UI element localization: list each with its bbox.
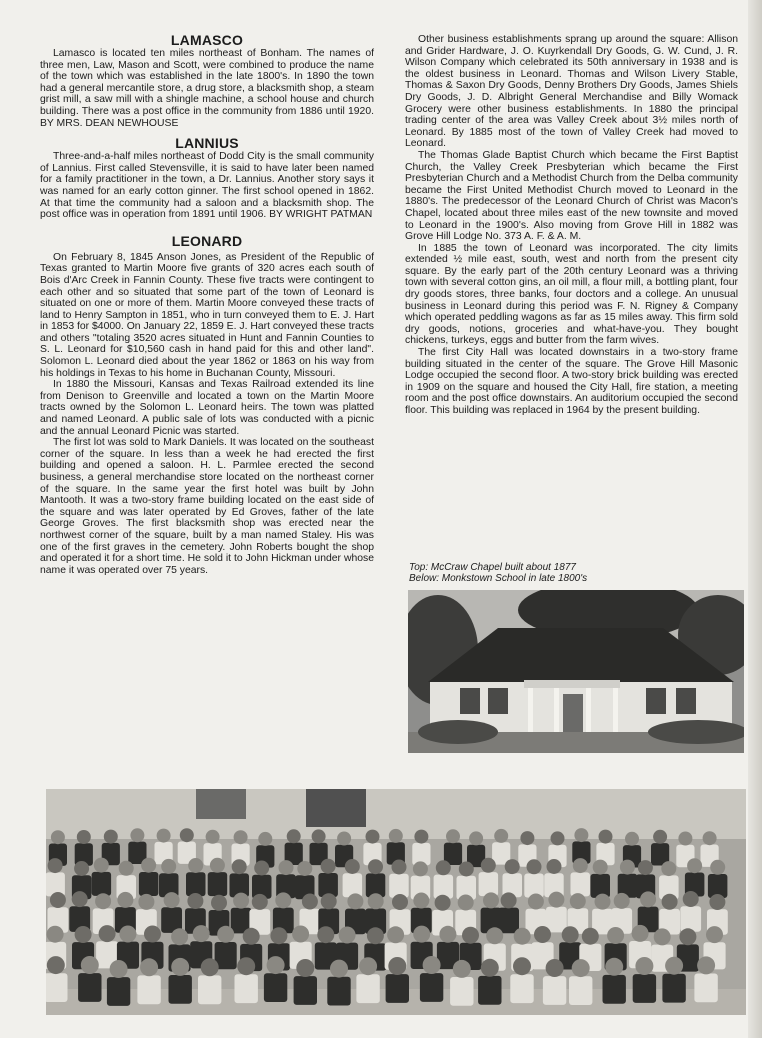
leonard-paragraph-1: On February 8, 1845 Anson Jones, as President of the Republic of Texas granted to Martin Moore five grants of 320 acres each south of Bois d'Arc Creek in Fannin County. These five tracts were contingent to each other and so situated that some part of the town of Leonard is situated on one or more of them. Martin Moore conveyed these tracts of land to Henry Sampton in 1851, who in turn conveyed them to E. J. Hart in 1853 for $4000. On January 22, 1859 E. J. Hart conveyed these tracts and others "totaling 3520 acres situated in Hunt and Fannin Counties to S. L. Leonard for $10,560 cash in hand paid for this and other land". Solomon L. Leonard died about the year 1862 or 1863 on his way from his holdings in Texas to his home in Buchanan County, Missouri. bbox=[40, 251, 374, 379]
photo-figure-head bbox=[593, 860, 608, 875]
photo-figure-head bbox=[367, 927, 384, 944]
photo-figure-head bbox=[287, 829, 301, 843]
photo-figure-body bbox=[327, 977, 350, 1006]
photo-figure-head bbox=[640, 891, 656, 907]
photo-figure-head bbox=[387, 926, 404, 943]
photo-figure-head bbox=[359, 957, 377, 975]
photo-figure-head bbox=[710, 860, 725, 875]
photo-figure-head bbox=[232, 859, 247, 874]
photo-figure-head bbox=[388, 957, 406, 975]
photo-caption bbox=[409, 562, 739, 584]
photo-figure-head bbox=[117, 892, 133, 908]
photo-figure-head bbox=[130, 828, 144, 842]
photo-figure-head bbox=[104, 830, 118, 844]
photo-figure-head bbox=[312, 829, 326, 843]
photo-figure-head bbox=[164, 892, 180, 908]
photo-figure-head bbox=[217, 926, 234, 943]
photo-figure-head bbox=[446, 829, 460, 843]
leonard-continued-paragraph-2: The Thomas Glade Baptist Church which became the First Baptist Church, the Valley Creek Presbyterian which became the First Presbyterian Church and a Methodist Church from the Delba community became the First United Methodist Church moved to Leonard in the 1880's. The predecessor of the Leonard Church of Christ was Macon's Chapel, located about three miles east of the new townsite and moved to Leonard in the 1900's. Also moving from Grove Hill in 1882 was Grove Hill Lodge No. 373 A. F. & A. M. bbox=[405, 149, 738, 243]
photo-figure-body bbox=[478, 976, 501, 1005]
photo-figure-head bbox=[439, 926, 456, 943]
photo-figure-head bbox=[481, 959, 499, 977]
photo-figure-head bbox=[607, 927, 624, 944]
photo-figure-head bbox=[546, 959, 564, 977]
leonard-continued-paragraph-4: The first City Hall was located downstairs in a two-story frame building situated in the center of the square. The Grove Hill Masonic Lodge occupied the second floor. A two-story brick building was erected in 1909 on the square and housed the City Hall, fire station, a meeting room and the post office downstairs. An auditorium occupied the second floor. This building was replaced in 1964 by the present building. bbox=[405, 347, 738, 416]
photo-figure-body bbox=[633, 974, 656, 1003]
photo-figure-head bbox=[605, 958, 623, 976]
photo-figure-head bbox=[483, 892, 499, 908]
photo-figure-head bbox=[201, 958, 219, 976]
leonard-title: LEONARD bbox=[171, 232, 243, 249]
photo-figure-head bbox=[462, 927, 479, 944]
school-group-photo bbox=[46, 789, 746, 1015]
photo-figure-head bbox=[321, 859, 336, 874]
photo-figure-head bbox=[703, 831, 717, 845]
photo-figure-head bbox=[413, 861, 428, 876]
photo-figure-head bbox=[486, 927, 503, 944]
photo-figure-head bbox=[494, 829, 508, 843]
photo-figure-head bbox=[469, 831, 483, 845]
photo-figure-body bbox=[137, 975, 160, 1004]
photo-figure-head bbox=[187, 893, 203, 909]
photo-figure-head bbox=[258, 832, 272, 846]
photo-figure-head bbox=[413, 926, 430, 943]
photo-figure-head bbox=[505, 859, 520, 874]
photo-figure-head bbox=[171, 958, 189, 976]
photo-figure-body bbox=[543, 976, 566, 1005]
photo-figure-head bbox=[254, 861, 269, 876]
photo-figure-head bbox=[119, 861, 134, 876]
photo-figure-head bbox=[528, 894, 544, 910]
photo-figure-head bbox=[683, 891, 699, 907]
photo-figure-head bbox=[678, 832, 692, 846]
lannius-title: LANNIUS bbox=[175, 135, 239, 152]
photo-figure-head bbox=[275, 892, 291, 908]
photo-figure-head bbox=[161, 859, 176, 874]
photo-figure-head bbox=[296, 959, 314, 977]
photo-figure-head bbox=[697, 956, 715, 974]
photo-figure-head bbox=[595, 894, 611, 910]
right-column bbox=[405, 34, 738, 417]
photo-figure-head bbox=[237, 957, 255, 975]
photo-figure-head bbox=[48, 858, 63, 873]
photo-figure-body bbox=[139, 872, 159, 896]
photo-figure-head bbox=[321, 893, 337, 909]
photo-figure-head bbox=[99, 925, 116, 942]
photo-figure-head bbox=[75, 926, 92, 943]
photo-figure-head bbox=[210, 858, 225, 873]
photo-figure-head bbox=[302, 894, 318, 910]
photo-figure-head bbox=[330, 960, 348, 978]
photo-figure-head bbox=[95, 893, 111, 909]
photo-figure-body bbox=[571, 872, 591, 896]
photo-figure-head bbox=[368, 859, 383, 874]
photo-figure-head bbox=[459, 862, 474, 877]
photo-figure-head bbox=[211, 895, 227, 911]
photo-figure-head bbox=[562, 926, 579, 943]
photo-figure-head bbox=[572, 959, 590, 977]
photo-figure-body bbox=[569, 976, 592, 1005]
photo-figure-head bbox=[687, 858, 702, 873]
photo-figure-head bbox=[141, 858, 156, 873]
photo-figure-head bbox=[679, 928, 696, 945]
photo-figure-body bbox=[169, 975, 192, 1004]
photo-figure-head bbox=[625, 832, 639, 846]
photo-figure-head bbox=[47, 956, 65, 974]
leonard-paragraph-2: In 1880 the Missouri, Kansas and Texas Railroad extended its line from Denison to Greenville and located a town on the Martin Moore tracts owned by the Solomon L. Leonard heirs. The town was platted and named Leonard. A public sale of lots was conducted with a picnic and the annual Leonard Picnic was started. bbox=[40, 379, 374, 437]
photo-figure-body bbox=[198, 975, 221, 1004]
photo-figure-body bbox=[420, 973, 443, 1002]
photo-figure-head bbox=[414, 830, 428, 844]
photo-figure-head bbox=[709, 894, 725, 910]
photo-figure-head bbox=[206, 830, 220, 844]
photo-figure-head bbox=[389, 829, 403, 843]
photo-figure-head bbox=[94, 858, 109, 873]
photo-figure-head bbox=[252, 894, 268, 910]
photo-figure-body bbox=[78, 973, 101, 1002]
photo-figure-head bbox=[270, 927, 287, 944]
photo-figure-head bbox=[661, 861, 676, 876]
photo-figure-body bbox=[498, 908, 519, 934]
photo-figure-head bbox=[72, 891, 88, 907]
school-group-photo-image bbox=[46, 789, 746, 1015]
photo-figure-head bbox=[50, 892, 66, 908]
photo-figure-head bbox=[481, 858, 496, 873]
photo-figure-body bbox=[107, 977, 130, 1006]
photo-figure-head bbox=[436, 860, 451, 875]
photo-figure-head bbox=[392, 860, 407, 875]
lamasco-paragraph: Lamasco is located ten miles northeast of Bonham. The names of three men, Law, Mason and Scott, were combined to produce the name of the town which was established in the late 1800's. In 1890 the town had a general mercantile store, a drug store, a blacksmith shop, a steam grist mill, a saw mill with a shingle machine, a school house and church building. There was a post office in the community from 1886 until 1920. BY MRS. DEAN NEWHOUSE bbox=[40, 48, 374, 129]
photo-figure-head bbox=[665, 957, 683, 975]
photo-figure-head bbox=[534, 926, 551, 943]
photo-figure-head bbox=[620, 860, 635, 875]
photo-figure-head bbox=[171, 928, 188, 945]
photo-figure-body bbox=[479, 872, 499, 896]
photo-figure-head bbox=[337, 832, 351, 846]
photo-figure-head bbox=[435, 895, 451, 911]
photo-figure-head bbox=[243, 928, 260, 945]
leonard-continued-paragraph-3: In 1885 the town of Leonard was incorporated. The city limits extended ½ mile east, south, west and north from the present city square. By the early part of the 20th century Leonard was a thriving town with several cotton gins, an oil mill, a flour mill, a bottling plant, four dry goods stores, three banks, four doctors and a college. An unusual business in Leonard during this period was F. N. Rigney & Company which operated peddling wagons as far as 15 miles away. This firm sold dry goods, notions, groceries and what-have-you. They bought chickens, turkeys, eggs and butter from the farm wives. bbox=[405, 242, 738, 347]
photo-figure-head bbox=[513, 957, 531, 975]
photo-figure-head bbox=[413, 893, 429, 909]
photo-figure-head bbox=[345, 859, 360, 874]
leonard-paragraph-3: The first lot was sold to Mark Daniels. It was located on the southeast corner of the square. In less than a week he had erected the first building and opened a saloon. H. L. Parmlee erected the second business, a general merchandise store located on the northeast corner of the square. In the same year the first hotel was built by John Mantooth. It was a two-story frame building located on the east side of the square and was later operated by Ed Groves, father of the late George Groves. The first blacksmith shop was erected near the northwest corner of the square, built by a man named Staley. His was one of the first graves in the cemetery. John Roberts bought the shop and operated it for a short time. He sold it to John Hickman under whose name it was operated over 75 years. bbox=[40, 437, 374, 576]
photo-figure-head bbox=[458, 895, 474, 911]
photo-figure-head bbox=[297, 861, 312, 876]
photo-figure-body bbox=[546, 907, 567, 933]
photo-figure-head bbox=[188, 858, 203, 873]
photo-figure-head bbox=[193, 925, 210, 942]
photo-figure-head bbox=[392, 894, 408, 910]
photo-figure-head bbox=[180, 828, 194, 842]
photo-figure-body bbox=[356, 974, 379, 1003]
photo-figure-body bbox=[186, 872, 206, 896]
photo-figure-body bbox=[603, 975, 626, 1004]
leonard-continued-paragraph-1: Other business establishments sprang up around the square: Allison and Grider Hardware, J. O. Kuyrkendall Dry Goods, G. W. Cund, J. R. Wilson Company which celebrated its 50th anniversary in 1938 and is the oldest business in Leonard. Thomas and Wilson Livery Stable, Thomas & Saxon Dry Goods, Denny Brothers Dry Goods, James Shiels Dry Goods, J. D. Albright General Merchandise and Billy Womack Grocery were other business establishments. In 1880 the principal trading center of the area was Valley Creek about 3½ miles north of Leonard. By 1885 most of the town of Valley Creek had moved to Leonard. bbox=[405, 34, 738, 150]
photo-figure-head bbox=[233, 893, 249, 909]
photo-figure-body bbox=[680, 906, 701, 932]
photo-figure-head bbox=[582, 928, 599, 945]
photo-figure-head bbox=[638, 860, 653, 875]
photo-figure-head bbox=[138, 894, 154, 910]
photo-figure-body bbox=[343, 873, 363, 897]
photo-figure-head bbox=[234, 830, 248, 844]
photo-figure-body bbox=[264, 973, 287, 1002]
photo-figure-head bbox=[514, 928, 531, 945]
photo-figure-body bbox=[450, 977, 473, 1006]
photo-figure-head bbox=[574, 828, 588, 842]
photo-figure-body bbox=[662, 974, 685, 1003]
photo-figure-body bbox=[92, 872, 112, 896]
photo-figure-head bbox=[520, 831, 534, 845]
photo-figure-body bbox=[510, 974, 533, 1003]
photo-figure-head bbox=[119, 926, 136, 943]
photo-figure-head bbox=[317, 926, 334, 943]
photo-figure-head bbox=[81, 956, 99, 974]
page-edge bbox=[748, 0, 762, 1038]
photo-figure-head bbox=[292, 926, 309, 943]
photo-figure-head bbox=[74, 861, 89, 876]
photo-figure-head bbox=[110, 960, 128, 978]
photo-figure-head bbox=[614, 893, 630, 909]
photo-figure-head bbox=[632, 925, 649, 942]
photo-figure-head bbox=[77, 830, 91, 844]
photo-figure-head bbox=[547, 859, 562, 874]
photo-figure-head bbox=[366, 830, 380, 844]
photo-figure-head bbox=[635, 957, 653, 975]
lannius-paragraph: Three-and-a-half miles northeast of Dodd City is the small community of Lannius. First called Stevensville, it is said to have later been named for a family practitioner in the town, a Dr. Lannius. Another story says it was named for an early cotton ginner. The first school opened in 1862. At that time the community had a saloon and a blacksmith shop. The post office was in operation from 1891 until 1906. BY WRIGHT PATMAN bbox=[40, 151, 374, 221]
chapel-photo bbox=[408, 590, 744, 753]
caption-top: Top: McCraw Chapel built about 1877 bbox=[409, 562, 576, 573]
photo-figure-head bbox=[267, 956, 285, 974]
photo-figure-head bbox=[706, 926, 723, 943]
photo-figure-head bbox=[279, 860, 294, 875]
photo-figure-head bbox=[599, 830, 613, 844]
photo-figure-head bbox=[51, 830, 65, 844]
photo-figure-body bbox=[386, 974, 409, 1003]
photo-figure-head bbox=[551, 831, 565, 845]
photo-figure-head bbox=[423, 956, 441, 974]
lamasco-title: LAMASCO bbox=[170, 32, 244, 48]
photo-figure-head bbox=[548, 892, 564, 908]
photo-figure-head bbox=[47, 926, 64, 943]
photo-figure-head bbox=[654, 928, 671, 945]
photo-figure-head bbox=[570, 893, 586, 909]
photo-figure-body bbox=[235, 974, 258, 1003]
photo-figure-head bbox=[347, 893, 363, 909]
photo-figure-head bbox=[573, 858, 588, 873]
photo-figure-body bbox=[294, 976, 317, 1005]
photo-figure-head bbox=[157, 829, 171, 843]
photo-figure-head bbox=[140, 958, 158, 976]
photo-figure-head bbox=[662, 894, 678, 910]
photo-figure-head bbox=[368, 893, 384, 909]
chapel-photo-image bbox=[408, 590, 744, 753]
photo-figure-body bbox=[46, 973, 68, 1002]
photo-figure-head bbox=[339, 927, 356, 944]
left-column bbox=[40, 32, 374, 576]
caption-below: Below: Monkstown School in late 1800's bbox=[409, 573, 588, 584]
photo-figure-body bbox=[694, 974, 717, 1003]
photo-figure-head bbox=[453, 960, 471, 978]
photo-figure-head bbox=[527, 859, 542, 874]
photo-figure-head bbox=[501, 892, 517, 908]
photo-figure-body bbox=[208, 872, 228, 896]
photo-figure-head bbox=[653, 830, 667, 844]
photo-figure-head bbox=[144, 926, 161, 943]
